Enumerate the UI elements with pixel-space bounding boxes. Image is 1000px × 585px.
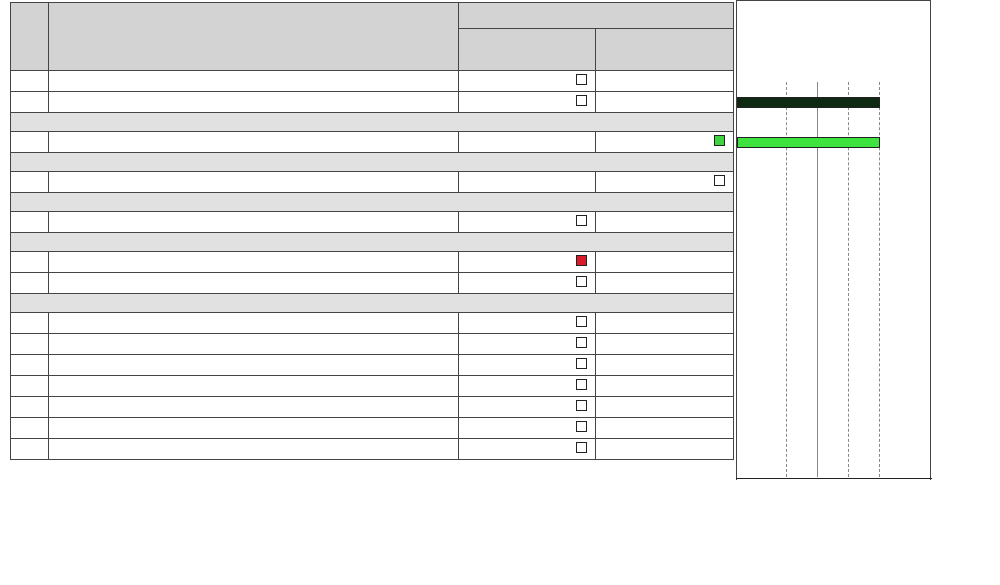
row-number: [11, 92, 49, 113]
quant-result: [459, 439, 596, 460]
relative-result: [596, 439, 734, 460]
lg-axis: [736, 478, 932, 479]
table-row: [11, 132, 734, 153]
checkbox-icon: [576, 379, 587, 390]
section-label: [11, 294, 734, 313]
relative-result: [596, 334, 734, 355]
row-number: [11, 212, 49, 233]
quant-result: [459, 92, 596, 113]
quant-result: [459, 172, 596, 193]
relative-result: [596, 313, 734, 334]
row-number: [11, 397, 49, 418]
checkbox-icon: [576, 337, 587, 348]
results-table: [10, 2, 734, 460]
test-name: [49, 172, 459, 193]
col-header-result: [459, 3, 734, 29]
quant-result: [459, 212, 596, 233]
table-row: [11, 439, 734, 460]
quant-result: [459, 355, 596, 376]
checkbox-icon: [576, 276, 587, 287]
row-number: [11, 418, 49, 439]
col-header-name: [49, 3, 459, 71]
test-name: [49, 132, 459, 153]
chart-frame: [736, 0, 931, 480]
relative-result: [596, 418, 734, 439]
section-row: [11, 233, 734, 252]
section-label: [11, 233, 734, 252]
relative-result: [596, 92, 734, 113]
chart-bar: [737, 137, 880, 148]
col-header-rel: [596, 29, 734, 71]
section-label: [11, 153, 734, 172]
table-row: [11, 334, 734, 355]
checkbox-icon: [576, 442, 587, 453]
table-row: [11, 212, 734, 233]
quant-result: [459, 418, 596, 439]
checkbox-icon: [576, 74, 587, 85]
checkbox-icon: [576, 400, 587, 411]
row-number: [11, 376, 49, 397]
relative-result: [596, 397, 734, 418]
checkbox-icon: [576, 421, 587, 432]
section-label: [11, 113, 734, 132]
relative-result: [596, 132, 734, 153]
test-name: [49, 252, 459, 273]
quant-result: [459, 273, 596, 294]
quant-result: [459, 334, 596, 355]
section-row: [11, 193, 734, 212]
col-header-num: [11, 3, 49, 71]
row-number: [11, 334, 49, 355]
quant-result: [459, 397, 596, 418]
table-row: [11, 418, 734, 439]
row-number: [11, 172, 49, 193]
quant-result: [459, 376, 596, 397]
table-row: [11, 92, 734, 113]
quant-result: [459, 252, 596, 273]
relative-result: [596, 376, 734, 397]
test-name: [49, 439, 459, 460]
quant-result: [459, 132, 596, 153]
test-name: [49, 313, 459, 334]
footnotes: [12, 487, 48, 499]
row-number: [11, 355, 49, 376]
results-body: [11, 71, 734, 460]
table-row: [11, 71, 734, 92]
section-label: [11, 193, 734, 212]
row-number: [11, 132, 49, 153]
checkbox-icon: [576, 95, 587, 106]
test-name: [49, 92, 459, 113]
table-row: [11, 397, 734, 418]
row-number: [11, 313, 49, 334]
row-number: [11, 273, 49, 294]
section-row: [11, 113, 734, 132]
test-name: [49, 418, 459, 439]
table-row: [11, 376, 734, 397]
table-row: [11, 273, 734, 294]
relative-result: [596, 212, 734, 233]
test-name: [49, 355, 459, 376]
relative-result: [596, 273, 734, 294]
test-name: [49, 376, 459, 397]
relative-result: [596, 172, 734, 193]
table-row: [11, 355, 734, 376]
row-number: [11, 71, 49, 92]
test-name: [49, 71, 459, 92]
row-number: [11, 439, 49, 460]
quant-result: [459, 313, 596, 334]
col-header-quant: [459, 29, 596, 71]
log-scale-chart: [736, 0, 930, 480]
quant-result: [459, 71, 596, 92]
flag-red-icon: [576, 255, 587, 266]
checkbox-icon: [576, 358, 587, 369]
checkbox-icon: [576, 215, 587, 226]
checkbox-icon: [714, 175, 725, 186]
relative-result: [596, 252, 734, 273]
table-row: [11, 252, 734, 273]
row-number: [11, 252, 49, 273]
table-row: [11, 313, 734, 334]
relative-result: [596, 355, 734, 376]
table-row: [11, 172, 734, 193]
test-name: [49, 212, 459, 233]
chart-bar: [737, 97, 880, 108]
test-name: [49, 334, 459, 355]
section-row: [11, 153, 734, 172]
test-name: [49, 273, 459, 294]
relative-result: [596, 71, 734, 92]
checkbox-icon: [576, 316, 587, 327]
test-name: [49, 397, 459, 418]
section-row: [11, 294, 734, 313]
flag-green-icon: [714, 135, 725, 146]
